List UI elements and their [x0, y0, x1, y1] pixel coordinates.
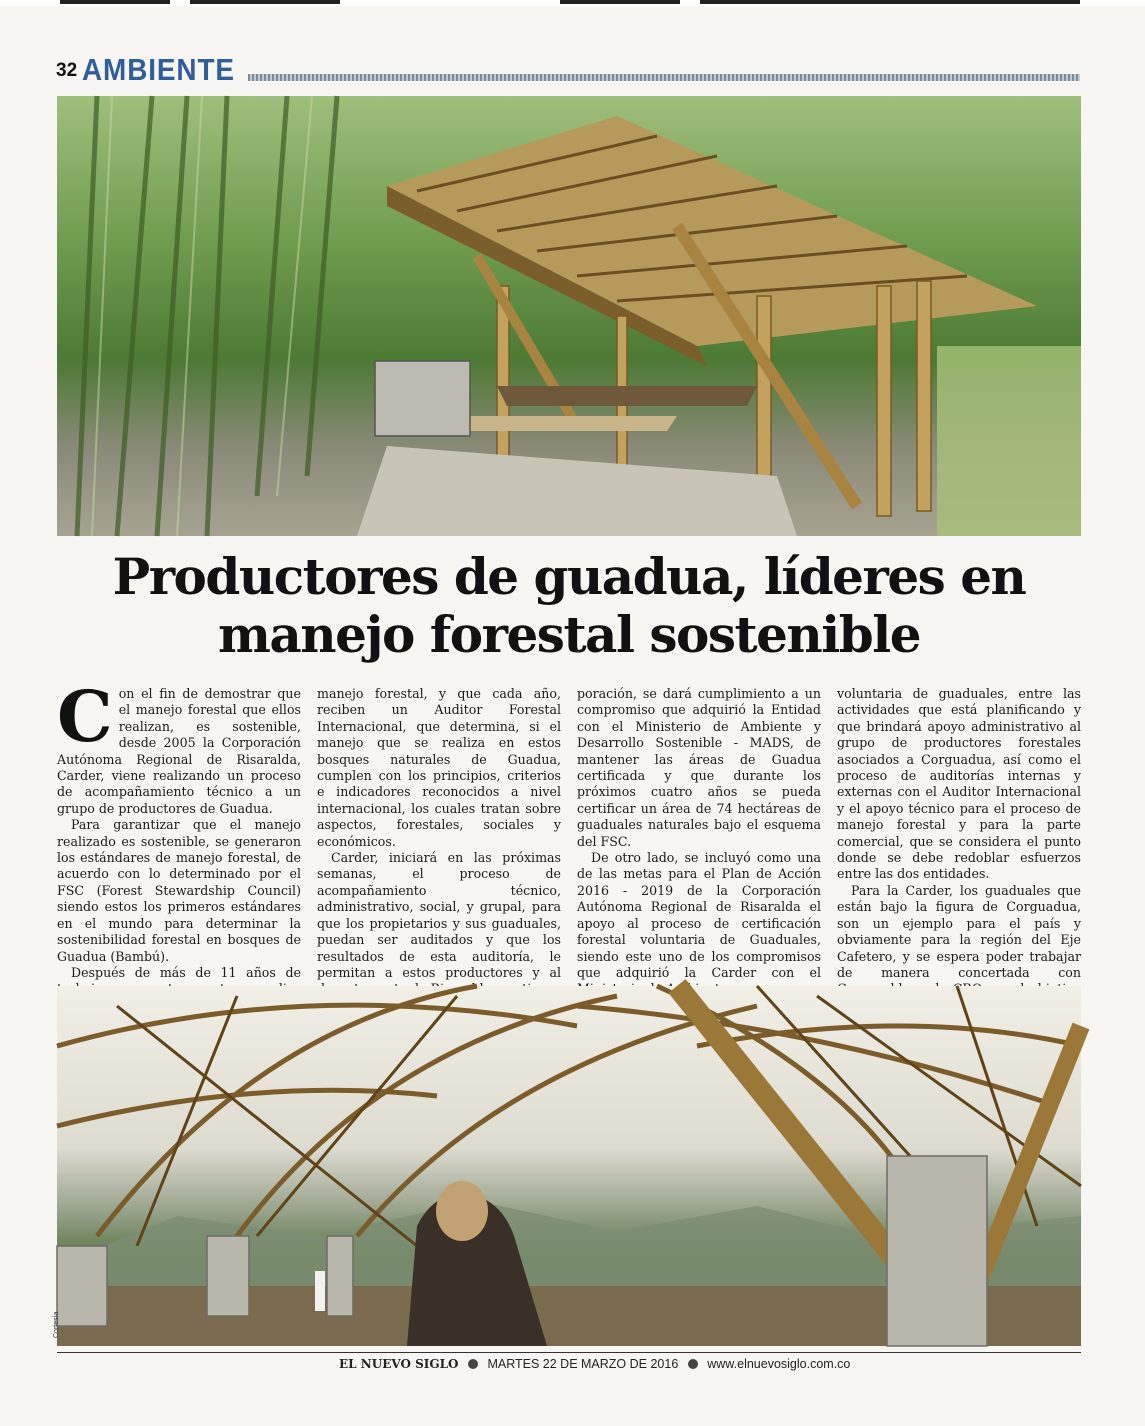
paragraph: Carder, iniciará en las próximas semanas, el proceso de acompañamiento técnico, administrativo, social, y grupal, para que los propietarios y sus guaduales, puedan ser auditados y que los resultados de esta auditoría, le permitan a estos productores y al [317, 850, 561, 980]
bamboo-gazebo-photo [57, 96, 1081, 536]
paragraph: De otro lado, se incluyó como una de las metas para el Plan de Acción 2016 - 2019 de la Corporación Autónoma Regional de Risaralda el apoyo al proceso de certificación forestal voluntaria de Guaduales, siendo este uno de los compromisos que adquirió la Carder con el [577, 850, 821, 980]
newspaper-brand: EL NUEVO SIGLO [339, 1357, 459, 1371]
paragraph: on el fin de demostrar que el manejo forestal que ellos realizan, es sostenible, desde 2005 la Corporación Autónoma Regional de Risaralda, Carder, viene realizando un proceso de acompañamiento técnico a un grupo de productores de Guadua. [57, 686, 301, 816]
bullet-icon [688, 1359, 698, 1369]
website-link[interactable]: www.elnuevosiglo.com.co [707, 1357, 851, 1371]
issue-date: MARTES 22 DE MARZO DE 2016 [487, 1357, 679, 1371]
header-rule [248, 74, 1080, 81]
paragraph: Para la Carder, los guaduales que están bajo la figura de Corguadua, son un ejemplo para el país y obviamente para la región del Eje Cafetero, y se espera poder trabajar de manera concertada con [837, 882, 1081, 980]
photo-credit: Cortesía [53, 1311, 60, 1338]
paragraph: voluntaria de guaduales, entre las actividades que está planificando y que brindará apoyo administrativo al grupo de productores forestales asociados a Corguadua, así como el proceso de auditorías internas y externas con el Auditor Internacional y el apoyo técnico para el proceso de manejo forestal y para la parte comercial, que se considera el punto donde se debe redoblar esfuerzos entre las dos entidades. [837, 686, 1081, 882]
page-header [56, 52, 1086, 88]
section-title: AMBIENTE [82, 52, 235, 87]
page-footer [57, 1352, 1081, 1379]
paragraph: Para garantizar que el manejo realizado es sostenible, se generaron los estándares de manejo forestal, de acuerdo con lo determinado por el FSC (Forest Stewardship Council) siendo estos los primeros estándares en el mundo para determinar la sostenibilidad forestal en bosques de Guadua (Bambú). [57, 817, 301, 964]
paragraph: manejo forestal, y que cada año, reciben un Auditor Forestal Internacional, que determina, si el manejo que se realiza en estos bosques naturales de Guadua, cumplen con los principios, criterios e indicadores reconocidos a nivel internacional, los cuales tratan sobre aspectos, forestales, sociales y económicos. [317, 686, 561, 849]
previous-page-edge [0, 0, 1145, 6]
bamboo-structure-photo [53, 986, 1081, 1346]
drop-cap: C [57, 675, 113, 758]
headline: Productores de guadua, líderes en manejo forestal sostenible [112, 547, 1026, 664]
bullet-icon [468, 1359, 478, 1369]
article-column-1 [57, 675, 301, 1031]
paragraph: poración, se dará cumplimiento a un compromiso que adquirió la Entidad con el Ministerio de Ambiente y Desarrollo Sostenible - MADS, de mantener las áreas de Guadua certificada y que durante los próximos cuatro años se pueda certificar un área de 74 hectáreas de guaduales naturales bajo el esquema del FSC. [577, 686, 821, 849]
page-number: 32 [56, 60, 78, 81]
paragraph: Después de más de 11 años de [71, 964, 301, 980]
article-column-4 [837, 686, 1081, 1031]
article-body [57, 675, 1081, 980]
